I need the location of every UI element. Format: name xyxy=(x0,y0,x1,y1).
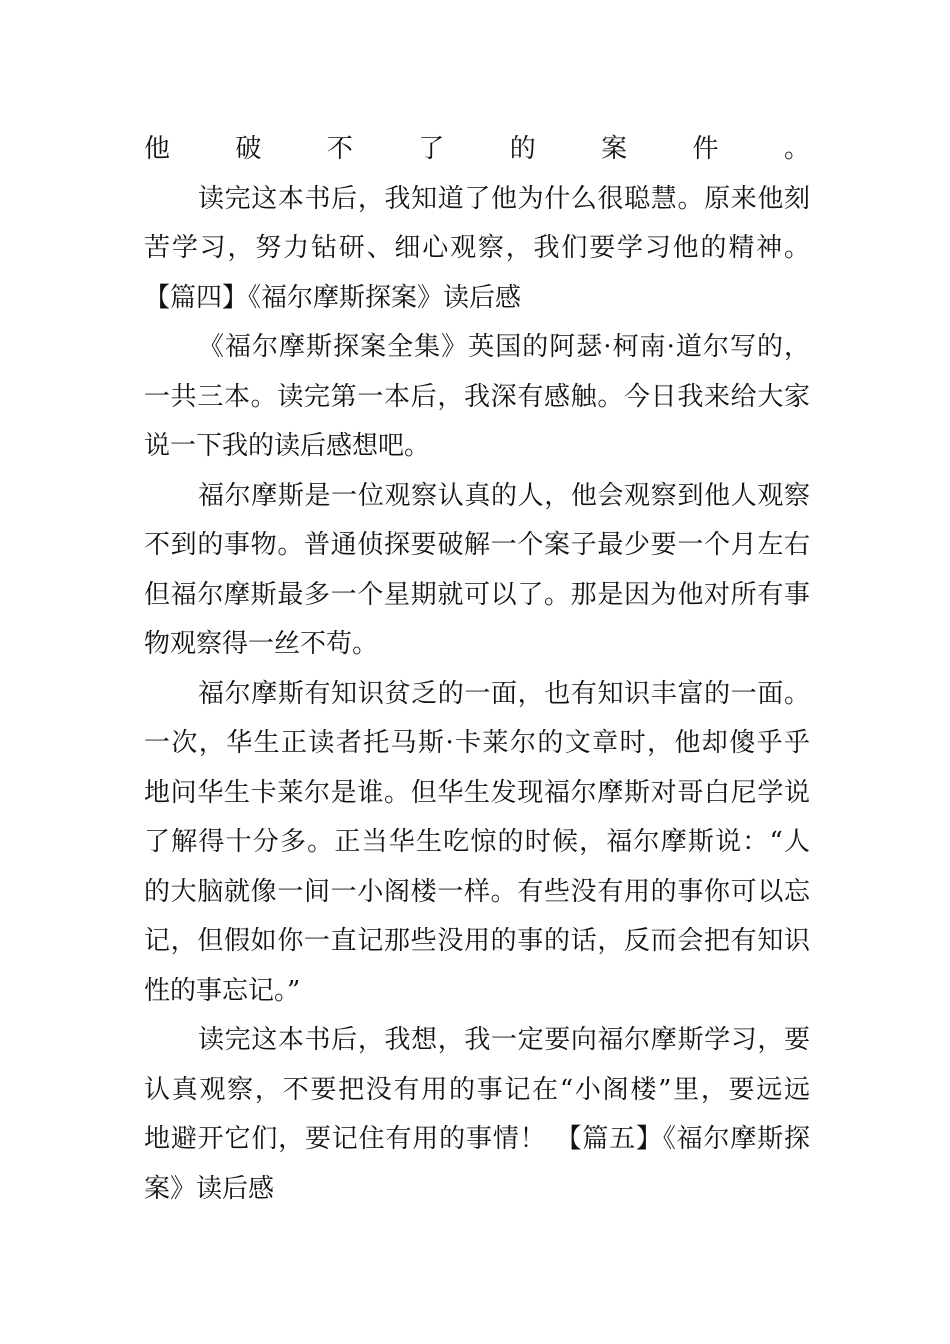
text-line: 《福尔摩斯探案全集》英国的阿瑟·柯南·道尔写的， xyxy=(198,332,810,362)
text-line: 说一下我的读后感想吧。 xyxy=(144,431,431,461)
text-line: 读完这本书后，我知道了他为什么很聪慧。原来他刻 xyxy=(198,183,810,214)
text-line: 不到的事物。普通侦探要破解一个案子最少要一个月左右 xyxy=(144,530,810,560)
text-line: 了解得十分多。正当华生吃惊的时候，福尔摩斯说：“人 xyxy=(144,827,810,857)
text-line: 地问华生卡莱尔是谁。但华生发现福尔摩斯对哥白尼学说 xyxy=(144,777,810,808)
section-heading: 【篇四】《福尔摩斯探案》读后感 xyxy=(144,282,522,313)
text-line: 物观察得一丝不苟。 xyxy=(144,629,379,659)
text-line: 性的事忘记。” xyxy=(144,975,301,1006)
text-line: 一共三本。读完第一本后，我深有感触。今日我来给大家 xyxy=(144,381,810,412)
text-line: 福尔摩斯有知识贫乏的一面，也有知识丰富的一面。 xyxy=(198,678,810,709)
text-line: 的大脑就像一间一小阁楼一样。有些没有用的事你可以忘 xyxy=(144,876,810,907)
text-line: 记，但假如你一直记那些没用的事的话，反而会把有知识 xyxy=(144,926,810,956)
text-line: 读完这本书后，我想，我一定要向福尔摩斯学习，要 xyxy=(198,1025,810,1055)
text-line: 福尔摩斯是一位观察认真的人，他会观察到他人观察 xyxy=(198,480,810,511)
text-line: 他破不了的案件。 xyxy=(144,134,810,164)
text-line: 地避开它们，要记住有用的事情！ 【篇五】《福尔摩斯探 xyxy=(144,1124,810,1154)
text-line: 认真观察，不要把没有用的事记在“小阁楼”里，要远远 xyxy=(144,1074,810,1105)
text-line: 案》读后感 xyxy=(144,1173,275,1204)
text-line: 一次，华生正读者托马斯·卡莱尔的文章时，他却傻乎乎 xyxy=(144,728,810,758)
document-body xyxy=(144,125,810,1214)
text-line: 苦学习，努力钻研、细心观察，我们要学习他的精神。 xyxy=(144,233,810,263)
text-line: 但福尔摩斯最多一个星期就可以了。那是因为他对所有事 xyxy=(144,579,810,610)
